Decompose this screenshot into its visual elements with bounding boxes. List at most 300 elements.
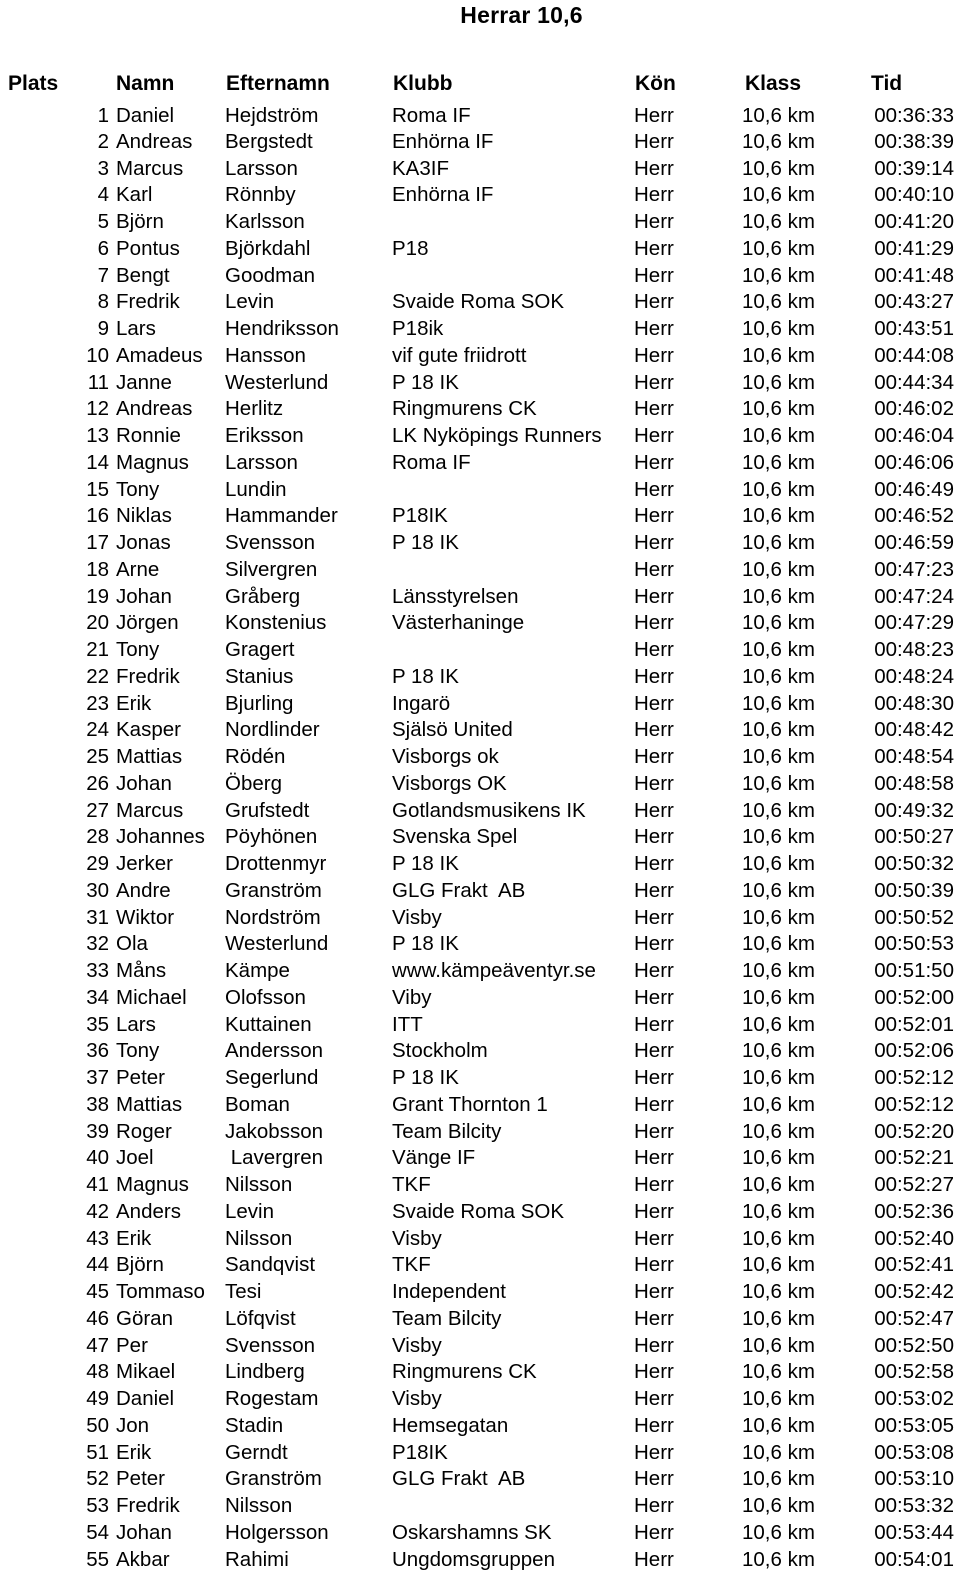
class-cell: 10,6 km — [742, 1547, 815, 1571]
time-cell: 00:38:39 — [874, 129, 954, 153]
last-name-cell: Lindberg — [225, 1360, 305, 1384]
class-cell: 10,6 km — [742, 878, 815, 902]
table-row — [0, 128, 960, 155]
table-row — [0, 984, 960, 1011]
first-name-cell: Daniel — [116, 1387, 175, 1411]
table-row — [0, 476, 960, 503]
gender-cell: Herr — [634, 1199, 674, 1223]
placement-cell: 19 — [86, 584, 109, 608]
gender-cell: Herr — [634, 1306, 674, 1330]
table-row — [0, 957, 960, 984]
class-cell: 10,6 km — [742, 1413, 815, 1437]
class-cell: 10,6 km — [742, 825, 815, 849]
table-row — [0, 1359, 960, 1386]
placement-cell: 24 — [86, 718, 109, 742]
table-row — [0, 931, 960, 958]
last-name-cell: Nilsson — [225, 1494, 293, 1518]
club-cell: P18ik — [392, 317, 444, 341]
first-name-cell: Mattias — [116, 745, 183, 769]
time-cell: 00:53:10 — [874, 1467, 954, 1491]
time-cell: 00:50:27 — [874, 825, 954, 849]
table-row — [0, 877, 960, 904]
first-name-cell: Johan — [116, 771, 172, 795]
time-cell: 00:52:27 — [874, 1173, 954, 1197]
placement-cell: 40 — [86, 1146, 109, 1170]
last-name-cell: Pöyhönen — [225, 825, 318, 849]
class-cell: 10,6 km — [742, 1467, 815, 1491]
last-name-cell: Larsson — [225, 156, 298, 180]
last-name-cell: Andersson — [225, 1039, 324, 1063]
table-row — [0, 155, 960, 182]
time-cell: 00:40:10 — [874, 183, 954, 207]
first-name-cell: Marcus — [116, 798, 184, 822]
time-cell: 00:48:24 — [874, 664, 954, 688]
class-cell: 10,6 km — [742, 504, 815, 528]
gender-cell: Herr — [634, 1173, 674, 1197]
club-cell: P 18 IK — [392, 1066, 459, 1090]
table-row — [0, 797, 960, 824]
table-row — [0, 369, 960, 396]
gender-cell: Herr — [634, 263, 674, 287]
table-row — [0, 1171, 960, 1198]
last-name-cell: Sandqvist — [225, 1253, 316, 1277]
table-row — [0, 1546, 960, 1573]
last-name-cell: Gråberg — [225, 584, 301, 608]
placement-cell: 10 — [86, 343, 109, 367]
column-header-efternamn: Efternamn — [226, 71, 330, 95]
class-cell: 10,6 km — [742, 798, 815, 822]
gender-cell: Herr — [634, 477, 674, 501]
gender-cell: Herr — [634, 557, 674, 581]
column-header-tid: Tid — [871, 71, 903, 95]
placement-cell: 17 — [86, 531, 109, 555]
gender-cell: Herr — [634, 1440, 674, 1464]
placement-cell: 21 — [86, 638, 109, 662]
club-cell: Ringmurens CK — [392, 1360, 537, 1384]
table-row — [0, 1225, 960, 1252]
table-row — [0, 1011, 960, 1038]
column-header-namn: Namn — [116, 71, 175, 95]
first-name-cell: Amadeus — [116, 343, 203, 367]
first-name-cell: Andreas — [116, 129, 193, 153]
time-cell: 00:50:32 — [874, 852, 954, 876]
gender-cell: Herr — [634, 183, 674, 207]
first-name-cell: Tony — [116, 638, 160, 662]
class-cell: 10,6 km — [742, 691, 815, 715]
first-name-cell: Janne — [116, 370, 172, 394]
first-name-cell: Jon — [116, 1413, 150, 1437]
last-name-cell: Konstenius — [225, 611, 327, 635]
time-cell: 00:47:29 — [874, 611, 954, 635]
last-name-cell: Rogestam — [225, 1387, 319, 1411]
gender-cell: Herr — [634, 1146, 674, 1170]
gender-cell: Herr — [634, 745, 674, 769]
last-name-cell: Silvergren — [225, 557, 318, 581]
table-row — [0, 182, 960, 209]
gender-cell: Herr — [634, 1467, 674, 1491]
placement-cell: 18 — [86, 557, 109, 581]
table-row — [0, 1145, 960, 1172]
gender-cell: Herr — [634, 1547, 674, 1571]
class-cell: 10,6 km — [742, 156, 815, 180]
gender-cell: Herr — [634, 1119, 674, 1143]
last-name-cell: Bergstedt — [225, 129, 313, 153]
first-name-cell: Akbar — [116, 1547, 170, 1571]
club-cell: Team Bilcity — [392, 1119, 502, 1143]
page-title: Herrar 10,6 — [460, 2, 583, 28]
column-header-kon: Kön — [635, 71, 676, 95]
class-cell: 10,6 km — [742, 104, 815, 127]
first-name-cell: Arne — [116, 557, 160, 581]
class-cell: 10,6 km — [742, 129, 815, 153]
table-row — [0, 850, 960, 877]
class-cell: 10,6 km — [742, 236, 815, 260]
gender-cell: Herr — [634, 959, 674, 983]
gender-cell: Herr — [634, 343, 674, 367]
gender-cell: Herr — [634, 104, 674, 127]
first-name-cell: Tommaso — [116, 1280, 205, 1304]
column-header-plats: Plats — [8, 71, 59, 95]
class-cell: 10,6 km — [742, 290, 815, 314]
table-row — [0, 1064, 960, 1091]
club-cell: Visby — [392, 1333, 442, 1357]
time-cell: 00:53:02 — [874, 1387, 954, 1411]
class-cell: 10,6 km — [742, 611, 815, 635]
table-row — [0, 1519, 960, 1546]
first-name-cell: Mikael — [116, 1360, 176, 1384]
club-cell: P18 — [392, 236, 429, 260]
club-cell: P 18 IK — [392, 370, 459, 394]
table-row — [0, 1305, 960, 1332]
time-cell: 00:52:00 — [874, 985, 954, 1009]
gender-cell: Herr — [634, 317, 674, 341]
table-row — [0, 342, 960, 369]
last-name-cell: Björkdahl — [225, 236, 311, 260]
last-name-cell: Nordström — [225, 905, 321, 929]
club-cell: Visby — [392, 1226, 442, 1250]
first-name-cell: Bengt — [116, 263, 170, 287]
first-name-cell: Pontus — [116, 236, 180, 260]
club-cell: Ingarö — [392, 691, 451, 715]
table-row — [0, 208, 960, 235]
time-cell: 00:50:52 — [874, 905, 954, 929]
club-cell: Ungdomsgruppen — [392, 1547, 555, 1571]
time-cell: 00:36:33 — [874, 104, 954, 127]
club-cell: TKF — [392, 1173, 431, 1197]
last-name-cell: Löfqvist — [225, 1306, 296, 1330]
gender-cell: Herr — [634, 1413, 674, 1437]
table-row — [0, 1198, 960, 1225]
club-cell: Roma IF — [392, 104, 471, 127]
last-name-cell: Svensson — [225, 531, 316, 555]
table-row — [0, 636, 960, 663]
club-cell: Oskarshamns SK — [392, 1520, 552, 1544]
first-name-cell: Mattias — [116, 1092, 183, 1116]
club-cell: P 18 IK — [392, 531, 459, 555]
table-row — [0, 556, 960, 583]
last-name-cell: Eriksson — [225, 424, 304, 448]
placement-cell: 29 — [86, 852, 109, 876]
last-name-cell: Hansson — [225, 343, 306, 367]
last-name-cell: Levin — [225, 1199, 275, 1223]
class-cell: 10,6 km — [742, 1280, 815, 1304]
class-cell: 10,6 km — [742, 263, 815, 287]
class-cell: 10,6 km — [742, 370, 815, 394]
header-row — [0, 70, 960, 97]
last-name-cell: Segerlund — [225, 1066, 319, 1090]
gender-cell: Herr — [634, 290, 674, 314]
column-header-klass: Klass — [745, 71, 802, 95]
last-name-cell: Westerlund — [225, 932, 329, 956]
time-cell: 00:53:05 — [874, 1413, 954, 1437]
placement-cell: 5 — [97, 210, 109, 234]
class-cell: 10,6 km — [742, 1119, 815, 1143]
club-cell: Svaide Roma SOK — [392, 290, 565, 314]
table-row — [0, 904, 960, 931]
gender-cell: Herr — [634, 370, 674, 394]
class-cell: 10,6 km — [742, 1146, 815, 1170]
table-row — [0, 663, 960, 690]
club-cell: Enhörna IF — [392, 129, 494, 153]
class-cell: 10,6 km — [742, 1173, 815, 1197]
time-cell: 00:46:49 — [874, 477, 954, 501]
gender-cell: Herr — [634, 1280, 674, 1304]
first-name-cell: Måns — [116, 959, 167, 983]
time-cell: 00:49:32 — [874, 798, 954, 822]
gender-cell: Herr — [634, 1360, 674, 1384]
placement-cell: 44 — [86, 1253, 109, 1277]
gender-cell: Herr — [634, 504, 674, 528]
first-name-cell: Erik — [116, 691, 152, 715]
placement-cell: 16 — [86, 504, 109, 528]
club-cell: Viby — [392, 985, 432, 1009]
first-name-cell: Lars — [116, 1012, 156, 1036]
time-cell: 00:52:01 — [874, 1012, 954, 1036]
class-cell: 10,6 km — [742, 1520, 815, 1544]
class-cell: 10,6 km — [742, 557, 815, 581]
club-cell: Västerhaninge — [392, 611, 525, 635]
gender-cell: Herr — [634, 1253, 674, 1277]
club-cell: Team Bilcity — [392, 1306, 502, 1330]
first-name-cell: Peter — [116, 1066, 165, 1090]
last-name-cell: Nordlinder — [225, 718, 320, 742]
last-name-cell: Herlitz — [225, 397, 284, 421]
time-cell: 00:39:14 — [874, 156, 954, 180]
placement-cell: 1 — [97, 104, 109, 127]
club-cell: Independent — [392, 1280, 507, 1304]
class-cell: 10,6 km — [742, 664, 815, 688]
first-name-cell: Ola — [116, 932, 148, 956]
gender-cell: Herr — [634, 1387, 674, 1411]
time-cell: 00:53:08 — [874, 1440, 954, 1464]
first-name-cell: Per — [116, 1333, 148, 1357]
placement-cell: 32 — [86, 932, 109, 956]
class-cell: 10,6 km — [742, 1360, 815, 1384]
last-name-cell: Goodman — [225, 263, 316, 287]
time-cell: 00:52:41 — [874, 1253, 954, 1277]
gender-cell: Herr — [634, 878, 674, 902]
table-row — [0, 583, 960, 610]
last-name-cell: Svensson — [225, 1333, 316, 1357]
placement-cell: 28 — [86, 825, 109, 849]
first-name-cell: Björn — [116, 210, 164, 234]
gender-cell: Herr — [634, 1012, 674, 1036]
placement-cell: 42 — [86, 1199, 109, 1223]
gender-cell: Herr — [634, 638, 674, 662]
placement-cell: 54 — [86, 1520, 109, 1544]
time-cell: 00:51:50 — [874, 959, 954, 983]
last-name-cell: Öberg — [225, 771, 282, 795]
first-name-cell: Fredrik — [116, 290, 180, 314]
last-name-cell: Westerlund — [225, 370, 329, 394]
placement-cell: 46 — [86, 1306, 109, 1330]
last-name-cell: Rödén — [225, 745, 286, 769]
placement-cell: 39 — [86, 1119, 109, 1143]
placement-cell: 30 — [86, 878, 109, 902]
time-cell: 00:48:58 — [874, 771, 954, 795]
placement-cell: 38 — [86, 1092, 109, 1116]
table-row — [0, 422, 960, 449]
placement-cell: 7 — [97, 263, 109, 287]
placement-cell: 48 — [86, 1360, 109, 1384]
time-cell: 00:46:06 — [874, 450, 954, 474]
first-name-cell: Peter — [116, 1467, 165, 1491]
gender-cell: Herr — [634, 1226, 674, 1250]
first-name-cell: Andre — [116, 878, 171, 902]
first-name-cell: Roger — [116, 1119, 172, 1143]
club-cell: Vänge IF — [392, 1146, 476, 1170]
time-cell: 00:53:32 — [874, 1494, 954, 1518]
gender-cell: Herr — [634, 210, 674, 234]
results-table — [0, 70, 960, 1573]
club-cell — [388, 208, 630, 235]
placement-cell: 26 — [86, 771, 109, 795]
last-name-cell: Gragert — [225, 638, 295, 662]
class-cell: 10,6 km — [742, 771, 815, 795]
placement-cell: 43 — [86, 1226, 109, 1250]
club-cell: P18IK — [392, 1440, 448, 1464]
club-cell: Själsö United — [392, 718, 513, 742]
first-name-cell: Göran — [116, 1306, 173, 1330]
class-cell: 10,6 km — [742, 183, 815, 207]
last-name-cell: Nilsson — [225, 1173, 293, 1197]
club-cell: GLG Frakt AB — [392, 1467, 526, 1491]
last-name-cell: Grufstedt — [225, 798, 310, 822]
placement-cell: 15 — [86, 477, 109, 501]
club-cell: P 18 IK — [392, 852, 459, 876]
first-name-cell: Fredrik — [116, 1494, 180, 1518]
class-cell: 10,6 km — [742, 424, 815, 448]
time-cell: 00:54:01 — [874, 1547, 954, 1571]
time-cell: 00:52:21 — [874, 1146, 954, 1170]
first-name-cell: Tony — [116, 1039, 160, 1063]
first-name-cell: Jonas — [116, 531, 171, 555]
class-cell: 10,6 km — [742, 745, 815, 769]
first-name-cell: Jörgen — [116, 611, 179, 635]
table-row — [0, 503, 960, 530]
gender-cell: Herr — [634, 1066, 674, 1090]
placement-cell: 12 — [86, 397, 109, 421]
last-name-cell: Rahimi — [225, 1547, 289, 1571]
class-cell: 10,6 km — [742, 1039, 815, 1063]
class-cell: 10,6 km — [742, 1226, 815, 1250]
club-cell: Stockholm — [392, 1039, 488, 1063]
last-name-cell: Jakobsson — [225, 1119, 324, 1143]
last-name-cell: Hendriksson — [225, 317, 339, 341]
gender-cell: Herr — [634, 905, 674, 929]
club-cell: LK Nyköpings Runners — [392, 424, 602, 448]
time-cell: 00:52:58 — [874, 1360, 954, 1384]
time-cell: 00:46:02 — [874, 397, 954, 421]
gender-cell: Herr — [634, 985, 674, 1009]
class-cell: 10,6 km — [742, 1066, 815, 1090]
club-cell: www.kämpeäventyr.se — [392, 959, 596, 983]
placement-cell: 49 — [86, 1387, 109, 1411]
last-name-cell: Granström — [225, 878, 322, 902]
placement-cell: 52 — [86, 1467, 109, 1491]
last-name-cell: Tesi — [225, 1280, 262, 1304]
class-cell: 10,6 km — [742, 985, 815, 1009]
time-cell: 00:52:40 — [874, 1226, 954, 1250]
last-name-cell: Stadin — [225, 1413, 284, 1437]
first-name-cell: Fredrik — [116, 664, 180, 688]
table-row — [0, 1118, 960, 1145]
club-cell — [388, 1492, 630, 1519]
club-cell: ITT — [392, 1012, 423, 1036]
last-name-cell: Kuttainen — [225, 1012, 312, 1036]
last-name-cell: Lundin — [225, 477, 287, 501]
time-cell: 00:52:06 — [874, 1039, 954, 1063]
table-row — [0, 717, 960, 744]
gender-cell: Herr — [634, 691, 674, 715]
club-cell: Grant Thornton 1 — [392, 1092, 548, 1116]
table-row — [0, 529, 960, 556]
gender-cell: Herr — [634, 932, 674, 956]
placement-cell: 33 — [86, 959, 109, 983]
class-cell: 10,6 km — [742, 210, 815, 234]
time-cell: 00:48:54 — [874, 745, 954, 769]
time-cell: 00:47:23 — [874, 557, 954, 581]
gender-cell: Herr — [634, 825, 674, 849]
time-cell: 00:48:42 — [874, 718, 954, 742]
table-row — [0, 289, 960, 316]
placement-cell: 36 — [86, 1039, 109, 1063]
last-name-cell: Stanius — [225, 664, 294, 688]
placement-cell: 45 — [86, 1280, 109, 1304]
gender-cell: Herr — [634, 1494, 674, 1518]
placement-cell: 9 — [97, 317, 109, 341]
placement-cell: 31 — [86, 905, 109, 929]
last-name-cell: Levin — [225, 290, 275, 314]
class-cell: 10,6 km — [742, 905, 815, 929]
club-cell: KA3IF — [392, 156, 449, 180]
gender-cell: Herr — [634, 129, 674, 153]
placement-cell: 25 — [86, 745, 109, 769]
table-row — [0, 1412, 960, 1439]
table-row — [0, 1038, 960, 1065]
gender-cell: Herr — [634, 1520, 674, 1544]
time-cell: 00:52:42 — [874, 1280, 954, 1304]
last-name-cell: Gerndt — [225, 1440, 288, 1464]
table-row — [0, 1385, 960, 1412]
gender-cell: Herr — [634, 397, 674, 421]
class-cell: 10,6 km — [742, 397, 815, 421]
placement-cell: 53 — [86, 1494, 109, 1518]
time-cell: 00:41:48 — [874, 263, 954, 287]
gender-cell: Herr — [634, 450, 674, 474]
last-name-cell: Hammander — [225, 504, 338, 528]
time-cell: 00:52:20 — [874, 1119, 954, 1143]
